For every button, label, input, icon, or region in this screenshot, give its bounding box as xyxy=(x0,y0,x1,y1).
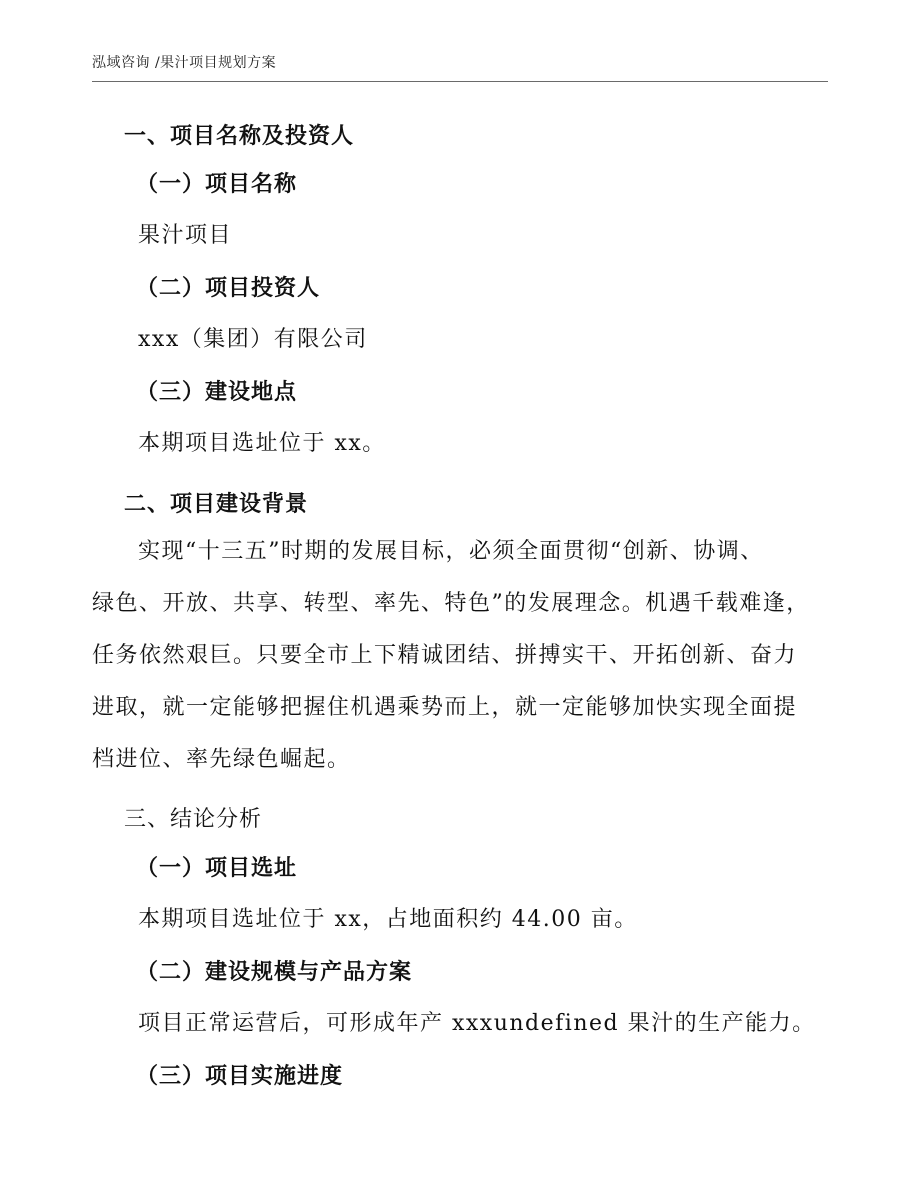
capacity-text: 项目正常运营后，可形成年产 xxxundefined 果汁的生产能力。 xyxy=(138,1011,816,1036)
project-name-text: 果汁项目 xyxy=(138,223,233,248)
section-1-1-heading: （一）项目名称 xyxy=(136,171,298,197)
background-line-3: 任务依然艰巨。只要全市上下精诚团结、拼搏实干、开拓创新、奋力 xyxy=(92,643,798,668)
section-1-heading: 一、项目名称及投资人 xyxy=(124,123,355,149)
investor-text: xxx（集团）有限公司 xyxy=(138,327,368,352)
site-area-text: 本期项目选址位于 xx，占地面积约 44.00 亩。 xyxy=(138,907,638,932)
section-2-heading: 二、项目建设背景 xyxy=(124,491,309,517)
background-line-4: 进取，就一定能够把握住机遇乘势而上，就一定能够加快实现全面提 xyxy=(92,695,798,720)
background-line-2: 绿色、开放、共享、转型、率先、特色”的发展理念。机遇千载难逢， xyxy=(92,591,810,616)
section-1-3-heading: （三）建设地点 xyxy=(136,379,298,405)
section-3-3-heading: （三）项目实施进度 xyxy=(136,1063,344,1089)
location-text: 本期项目选址位于 xx。 xyxy=(138,431,386,456)
section-3-1-heading: （一）项目选址 xyxy=(136,855,298,881)
background-line-1: 实现“十三五”时期的发展目标，必须全面贯彻“创新、协调、 xyxy=(138,539,764,564)
background-line-5: 档进位、率先绿色崛起。 xyxy=(92,747,351,772)
running-header: 泓域咨询 /果汁项目规划方案 xyxy=(92,55,277,71)
section-1-2-heading: （二）项目投资人 xyxy=(136,275,321,301)
section-3-2-heading: （二）建设规模与产品方案 xyxy=(136,959,413,985)
section-3-heading: 三、结论分析 xyxy=(124,807,263,832)
header-divider xyxy=(92,81,828,82)
